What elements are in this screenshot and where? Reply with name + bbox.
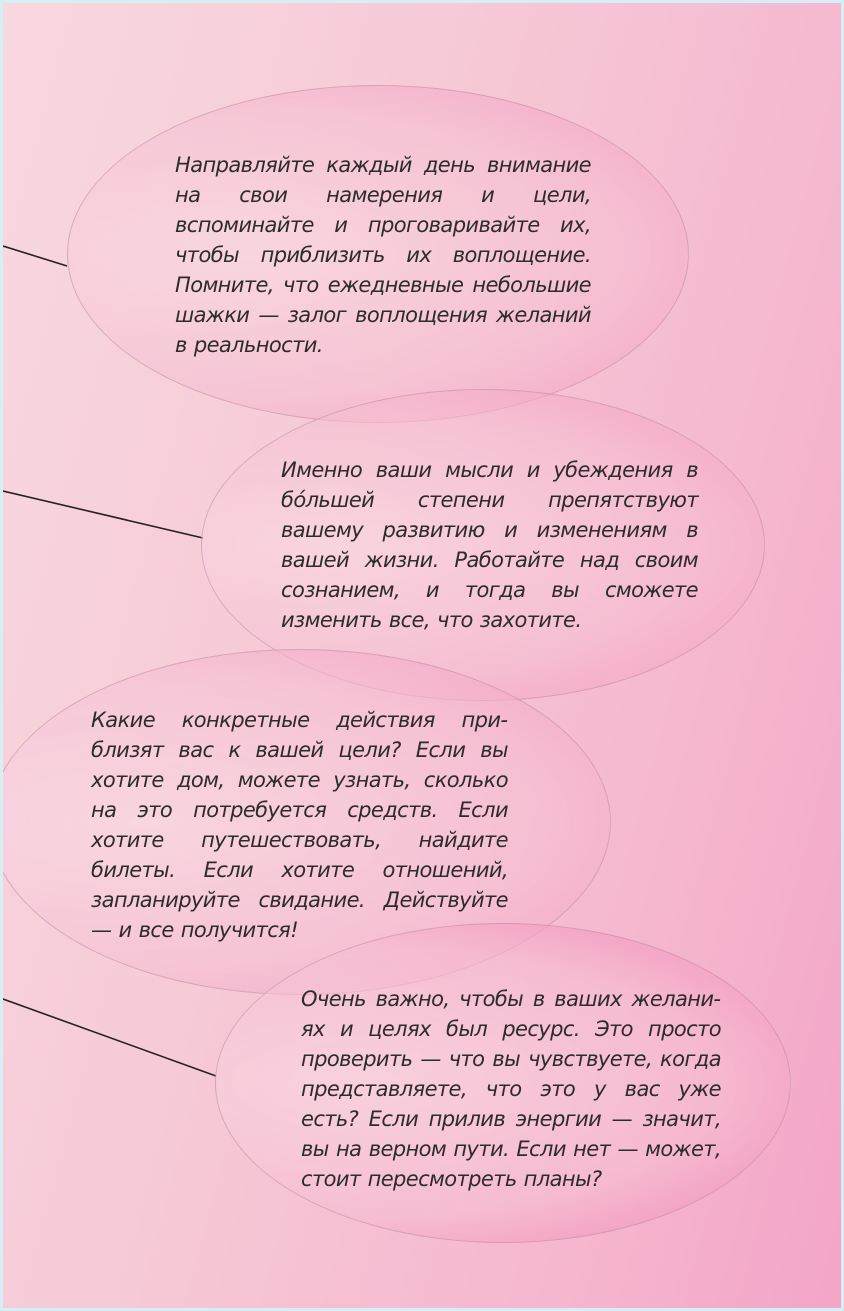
connector-line-2 bbox=[3, 491, 203, 538]
bubble-3-text: Какие конкретные действия приблизят вас к вашей цели? Если вы хотите дом, можете узнать, сколько на это потребуется средств. Если хотите путешествовать, найдите билеты. Если хотите отношений, запланируйте свидание. Действуйте — и все получится! bbox=[91, 708, 508, 942]
bubble-2-text: Именно ваши мысли и убеждения в бóльшей степени препятствуют вашему развитию и изменениям в вашей жизни. Работайте над своим сознанием, и тогда вы сможете изменить все, что захотите. bbox=[281, 458, 698, 632]
connector-line-1 bbox=[3, 246, 67, 266]
bubble-4-text: Очень важно, чтобы в ваших желаниях и целях был ресурс. Это просто проверить — что вы чувствуете, когда представляете, что это у вас уже есть? Если прилив энергии — значит, вы на верном пути. Если нет — может, стоит пересмотреть планы? bbox=[301, 987, 721, 1191]
connector-line-4 bbox=[3, 999, 216, 1076]
bubble-1-text: Направляйте каждый день внимание на свои намерения и цели, вспоминайте и проговаривайте их, чтобы приблизить их воплощение. Помните, что ежедневные небольшие шажки — залог воплощения желаний в реальности. bbox=[175, 153, 591, 357]
